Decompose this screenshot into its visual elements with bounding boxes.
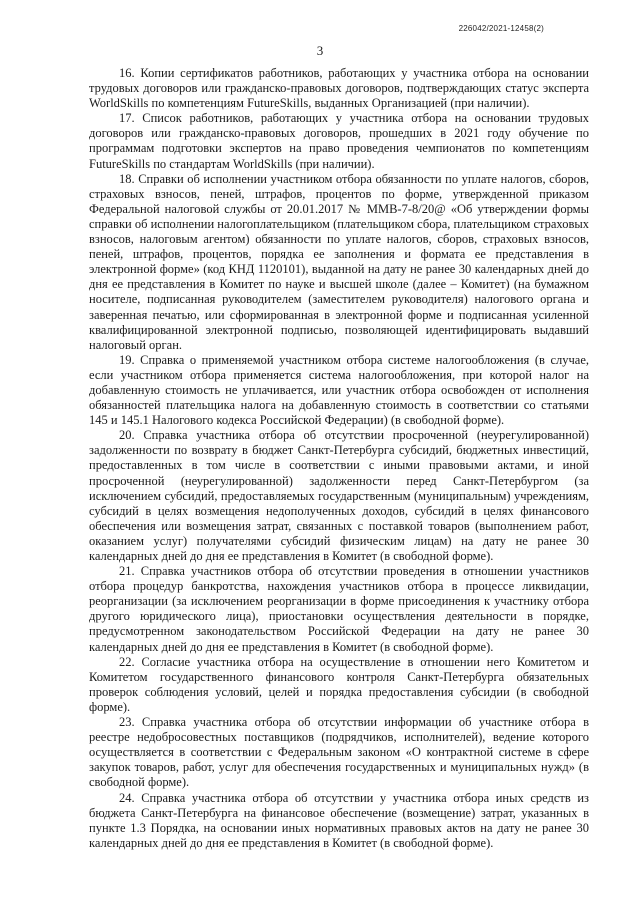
paragraph-18: 18. Справки об исполнении участником отбора обязанности по уплате налогов, сборов, страховых взносов, пеней, штрафов, процентов по форме, утвержденной приказом Федеральной налоговой службы от 20.01.2017 № ММВ-7-8/20@ «Об утверждении формы справки об исполнении налогоплательщиком (плательщиком сбора, плательщиком страховых взносов, налоговым агентом) обязанности по уплате налогов, сборов, страховых взносов, пеней, штрафов, процентов, порядка ее заполнения и формата ее представления в электронной форме» (код КНД 1120101), выданной на дату не ранее 30 календарных дней до дня ее представления в Комитет по науке и высшей школе (далее – Комитет) (на бумажном носителе, подписанная руководителем (заместителем руководителя) налогового органа и заверенная печатью, или сформированная в электронной форме и подписанная усиленной квалифицированной электронной подписью, позволяющей идентифицировать выдавший налоговый орган. <box>89 171 589 352</box>
document-body <box>89 66 589 851</box>
paragraph-16: 16. Копии сертификатов работников, работающих у участника отбора на основании трудовых договоров или гражданско-правовых договоров, подтверждающих статус эксперта WorldSkills по компетенциям FutureSkills, выданных Организацией (при наличии). <box>89 66 589 111</box>
page-number: 3 <box>316 43 324 58</box>
paragraph-17: 17. Список работников, работающих у участника отбора на основании трудовых договоров или гражданско-правовых договоров, прошедших в 2021 году обучение по программам подготовки экспертов на право проведения чемпионатов по компетенциям FutureSkills по стандартам WorldSkills (при наличии). <box>89 111 589 171</box>
paragraph-22: 22. Согласие участника отбора на осуществление в отношении него Комитетом и Комитетом государственного финансового контроля Санкт-Петербурга обязательных проверок соблюдения условий, целей и порядка предоставления субсидии (в свободной форме). <box>89 654 589 714</box>
document-registration-number: 226042/2021-12458(2) <box>458 24 544 33</box>
paragraph-23: 23. Справка участника отбора об отсутствии информации об участнике отбора в реестре недобросовестных поставщиков (подрядчиков, исполнителей), ведение которого осуществляется в соответствии с Федеральным законом «О контрактной системе в сфере закупок товаров, работ, услуг для обеспечения государственных и муниципальных нужд» (в свободной форме). <box>89 715 589 790</box>
paragraph-24: 24. Справка участника отбора об отсутствии у участника отбора иных средств из бюджета Санкт-Петербурга на финансовое обеспечение (возмещение) затрат, указанных в пункте 1.3 Порядка, на основании иных нормативных правовых актов на дату не ранее 30 календарных дней до дня ее представления в Комитет (в свободной форме). <box>89 790 589 850</box>
paragraph-20: 20. Справка участника отбора об отсутствии просроченной (неурегулированной) задолженности по возврату в бюджет Санкт-Петербурга субсидий, бюджетных инвестиций, предоставленных в том числе в соответствии с иными правовыми актами, и иной просроченной (неурегулированной) задолженности перед Санкт-Петербургом (за исключением субсидий, предоставляемых государственным (муниципальным) учреждениям, субсидий в целях возмещения недополученных доходов, субсидий в целях финансового обеспечения или возмещения затрат, связанных с поставкой товаров (выполнением работ, оказанием услуг) получателями субсидий физическим лицам) на дату не ранее 30 календарных дней до дня ее представления в Комитет (в свободной форме). <box>89 428 589 563</box>
paragraph-21: 21. Справка участников отбора об отсутствии проведения в отношении участников отбора процедур банкротства, нахождения участников отбора в процессе ликвидации, реорганизации (за исключением реорганизации в форме присоединения к участнику отбора другого юридического лица), приостановки осуществления деятельности в порядке, предусмотренном законодательством Российской Федерации на дату не ранее 30 календарных дней до дня ее представления в Комитет (в свободной форме). <box>89 564 589 654</box>
paragraph-19: 19. Справка о применяемой участником отбора системе налогообложения (в случае, если участником отбора применяется система налогообложения, при которой налог на добавленную стоимость не уплачивается, или участник отбора освобожден от исполнения обязанностей плательщика налога на добавленную стоимость в соответствии со статьями 145 и 145.1 Налогового кодекса Российской Федерации) (в свободной форме). <box>89 352 589 428</box>
